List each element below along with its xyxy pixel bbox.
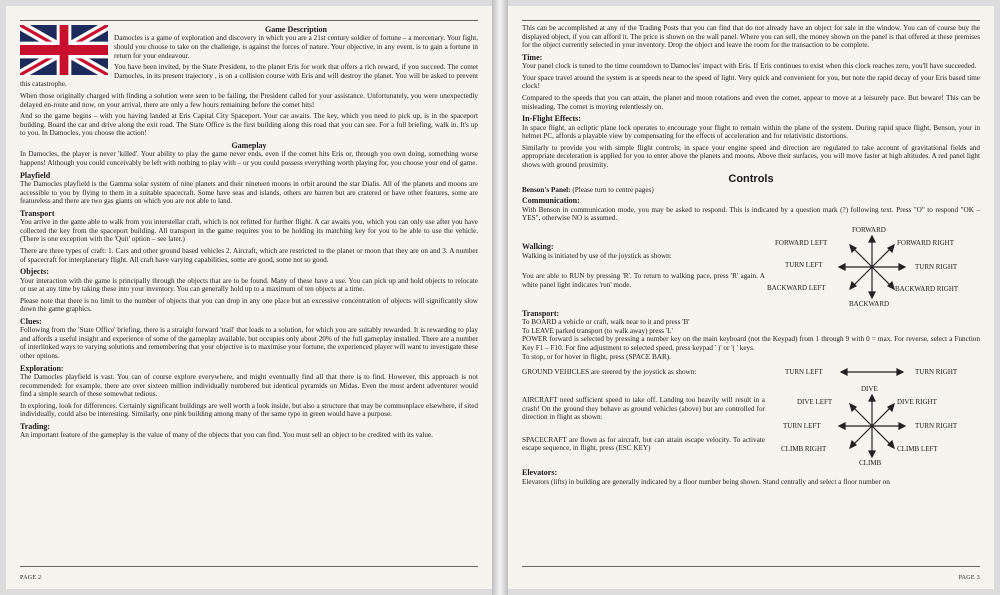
intro-paragraph-3: When those originally charged with finding a solution were seen to be failing, the President called for your assistance. Unfortunately, you were unexpectedly delayed en-route and now, on your arrival, there are only a few hours remaining before the comet hits!	[20, 91, 478, 109]
transport-paragraph-1: You arrive in the game able to walk from you interstellar craft, which is not refitted for further flight. A car awaits you, which you can only use after you have collected the key from the spaceport building. All transport in the game requires you to be holding its matching key for you to be able to use the vehicle. (There is one exception with the 'Quit' option – see later.)	[20, 218, 478, 244]
transport-controls-heading: Transport:	[522, 308, 560, 318]
transport-stop: To stop, or for hover in flight, press (SPACE BAR).	[522, 352, 671, 361]
objects-paragraph-1: Your interaction with the game is principally through the objects that are to be found. Many of these have a use. You can pick up and hold objects to relocate or use at any time by taking these into your inventory. You can generally hold up to a maximum of ten objects at a time.	[20, 276, 478, 294]
transport-paragraph-2: There are three types of craft: 1. Cars and other ground based vehicles 2. Aircraft, which are restricted to the planet or moon that they are on and 3. A number of spacecraft for interplanetary flight. All craft have varying capabilities, some are good, some not so good.	[20, 246, 478, 264]
objects-heading: Objects:	[20, 267, 49, 277]
walk-turn-left-label: TURN LEFT	[785, 260, 823, 269]
top-rule	[522, 20, 980, 21]
time-heading: Time:	[522, 52, 543, 62]
objects-paragraph-2: Please note that there is no limit to the number of objects that you can drop in any one place but an excessive concentration of objects will significantly slow down the game graphics.	[20, 296, 478, 314]
top-rule	[20, 20, 478, 21]
walk-backward-label: BACKWARD	[849, 299, 890, 308]
intro-paragraph-2: You have been invited, by the State President, to the planet Eris for work that offers a rich reward, if you succeed. The comet Damocles, in its present trajectory , is on a collision course with Eris and will destroy the planet. You will be asked to prevent this catastrophe.	[20, 63, 478, 89]
gameplay-heading: Gameplay	[231, 140, 267, 150]
aircraft-joystick-diagram	[765, 385, 980, 467]
walking-section	[522, 226, 980, 308]
controls-heading: Controls	[728, 172, 774, 185]
page-number-left: PAGE 2	[20, 575, 42, 581]
left-page-content	[20, 24, 478, 565]
trading-paragraph: An important feature of the gameplay is the value of many of the objects that you can find. You must sell an object to be credited with its value.	[20, 431, 433, 440]
walk-forward-left-label: FORWARD LEFT	[775, 238, 828, 247]
walking-heading: Walking:	[522, 242, 554, 252]
elevators-heading: Elevators:	[522, 468, 558, 478]
time-paragraph-2: Your space travel around the system is at speeds near to the speed of light. Very quick and convenient for you, but note the rapid decay of your Eris based time clock!	[522, 73, 980, 91]
bottom-rule	[20, 566, 478, 567]
right-page-content	[522, 24, 980, 565]
game-description-heading: Game Description	[265, 25, 327, 34]
exploration-heading: Exploration:	[20, 363, 64, 373]
elevators-paragraph: Elevators (lifts) in building are generally indicated by a floor number being shown. Stand centrally and select a floor number on	[522, 477, 890, 486]
transport-board: To BOARD a vehicle or craft, walk near to it and press 'B'	[522, 318, 690, 327]
air-turn-right-label: TURN RIGHT	[915, 422, 958, 431]
transport-power: POWER forward is selected by pressing a number key on the main keyboard (not the Keypad) from 1 through 9 with 0 = max. For reverse, select a Function Key F1 – F10. For fine adjustment to selected speed, press keypad ' )' or '( ' keys.	[522, 335, 980, 352]
union-jack-flag	[20, 25, 108, 75]
walk-forward-right-label: FORWARD RIGHT	[897, 238, 954, 247]
walk-backward-right-label: BACKWARD RIGHT	[895, 284, 959, 293]
walking-paragraph-1: Walking is initiated by use of the joystick as shown:	[522, 251, 672, 260]
walk-backward-left-label: BACKWARD LEFT	[767, 283, 826, 292]
walk-forward-label: FORWARD	[852, 225, 886, 234]
left-page	[6, 6, 492, 589]
air-climb-right-label: CLIMB RIGHT	[781, 445, 827, 454]
inflight-paragraph-1: In space flight, an ecliptic plane lock operates to encourage your flight to remain within the plane of the system. During rapid space flight, Benson, your in helmet PC, affords a playable view by compensating for the effects of acceleration and for relativistic distortions.	[522, 123, 980, 141]
clues-heading: Clues:	[20, 316, 42, 326]
book-gutter	[492, 0, 508, 595]
intro-paragraph-4: And so the game begins – with you having landed at Eris Capital City Spaceport. Your car awaits. The key, which you need to pick up, is in the spaceport building. Board the car and drive along the exit road. The State Office is the first building along this road that you can see. For a full briefing, walk in. It's up to you. In Damocles, you choose the action!	[20, 112, 478, 138]
playfield-paragraph: The Damocles playfield is the Gamma solar system of nine planets and their nineteen moons in orbit around the star Dialis. All of the planets and moons are accessible to you by flying to them in a suitable spacecraft. Some have seas and islands, others are barren but are cratered or have other features, some are featureless and there are two gas giants on which you are not able to land.	[20, 179, 478, 206]
spacecraft-paragraph: SPACECRAFT are flown as for aircraft, but can attain escape velocity. To activate escape sequence, in flight, press (ESC KEY)	[522, 435, 765, 453]
exploration-paragraph-2: In exploring, look for differences. Certainly significant buildings are well worth a look inside, but also a structure that may be commonplace elsewhere, if sited individually, could also be interesting. Similarly, one pink building among many of the same type in green would have a purpose.	[20, 401, 478, 419]
air-dive-label: DIVE	[861, 385, 878, 394]
walk-turn-right-label: TURN RIGHT	[915, 262, 958, 271]
transport-heading: Transport	[20, 208, 55, 218]
air-climb-left-label: CLIMB LEFT	[897, 445, 938, 454]
bottom-rule	[522, 566, 980, 567]
gameplay-paragraph: In Damocles, the player is never 'killed'. Your ability to play the game never ends, even if the comet hits Eris or, through you own doing, something worse happens! Although you could conceivably be left with nothing to play with – or you could possess everything worth playing for, you choose your end of game.	[20, 150, 478, 167]
inflight-paragraph-2: Similarly to provide you with simple flight controls; in space your engine speed and direction are regulated to take account of gravitational fields and appropriate deceleration is applied for you to enter above the planets and moons. Above their surfaces, you will move faster at high altitudes. A red panel light shows with ground proximity.	[522, 143, 980, 169]
air-dive-left-label: DIVE LEFT	[797, 398, 833, 407]
intro-paragraph-1: Damocles is a game of exploration and discovery in which you are a 21st century soldier of fortune – a mercenary. Your fight, should you choose to take on the challenge, is against the forces of nature. Your objective, in any event, is to gain a fortune in return for your endeavour.	[114, 34, 478, 60]
time-paragraph-3: Compared to the speeds that you can attain, the planet and moon rotations and even the comet, appear to move at a leisurely pace. But beware! This can be misleading. The comet is moving relentlessly on.	[522, 93, 980, 111]
benson-panel-heading: Benson's Panel:	[522, 185, 571, 194]
walking-joystick-diagram	[765, 226, 980, 308]
trading-continued-paragraph: This can be accomplished at any of the Trading Posts that you can find that do not already have an object for sale in the window. You can of course buy the displayed object, if you can afford it. The price is shown on the wall panel. Where you can sell, the money shown on the panel is that offered at these premises for the object currently selected in your inventory. Drop the object and leave the room for the transaction to be complete.	[522, 24, 980, 50]
right-page	[508, 6, 994, 589]
inflight-heading: In-Flight Effects:	[522, 114, 581, 124]
ground-vehicles-section	[522, 365, 980, 379]
time-paragraph-1: Your panel clock is tuned to the time countdown to Damocles' impact with Eris. If Eris continues to exist when this clock reaches zero, you'll have succeeded.	[522, 62, 977, 71]
air-climb-label: CLIMB	[859, 459, 882, 468]
benson-panel-note: (Please turn to centre pages)	[572, 185, 654, 194]
communication-paragraph: With Benson in communication mode, you may be asked to respond. This is indicated by a question mark (?) following text. Press "O" to respond "OK – YES", otherwise NO is assumed.	[522, 205, 980, 223]
walking-paragraph-2: You are able to RUN by pressing 'R'. To return to walking pace, press 'R' again. A white panel light indicates 'run' mode.	[522, 272, 765, 289]
trading-heading: Trading:	[20, 422, 51, 432]
aircraft-paragraph: AIRCRAFT need sufficient speed to take off. Landing too heavily will result in a crash! On the ground they behave as ground vehicles (above) but are controlled for direction in flight as shown:	[522, 396, 765, 422]
ground-turn-left-label: TURN LEFT	[785, 368, 823, 377]
exploration-paragraph-1: The Damocles playfield is vast. You can of course explore everywhere, and might eventually find all that there is to find. However, this approach is not recommended: for example, there are over sixteen million individually numbered but identical pyramids on Midas. Even the most ardent adventurer would find a simple search of these somewhat tedious.	[20, 373, 478, 399]
playfield-heading: Playfield	[20, 170, 51, 180]
aircraft-section	[522, 385, 980, 467]
page-number-right: PAGE 3	[958, 575, 980, 581]
ground-turn-right-label: TURN RIGHT	[915, 368, 958, 377]
ground-joystick-diagram	[765, 365, 980, 379]
transport-leave: To LEAVE parked transport (to walk away) press 'L'	[522, 326, 673, 335]
clues-paragraph: Following from the 'State Office' briefing, there is a straight forward 'trail' that leads to a solution, for which you are suitably rewarded. It is rewarding to play and affords a useful insight and experience of some of the gameplay available, but occupies only about 20% of the full gameplay installed. There are a number of interlinked ways to varying solutions and remembering that your objective is to maximise your fortune, the experienced player will want to investigate these other options.	[20, 326, 478, 361]
air-dive-right-label: DIVE RIGHT	[897, 398, 937, 407]
air-turn-left-label: TURN LEFT	[783, 422, 821, 431]
ground-vehicles-text: GROUND VEHICLES are steered by the joystick as shown:	[522, 367, 697, 376]
communication-heading: Communication:	[522, 196, 580, 206]
